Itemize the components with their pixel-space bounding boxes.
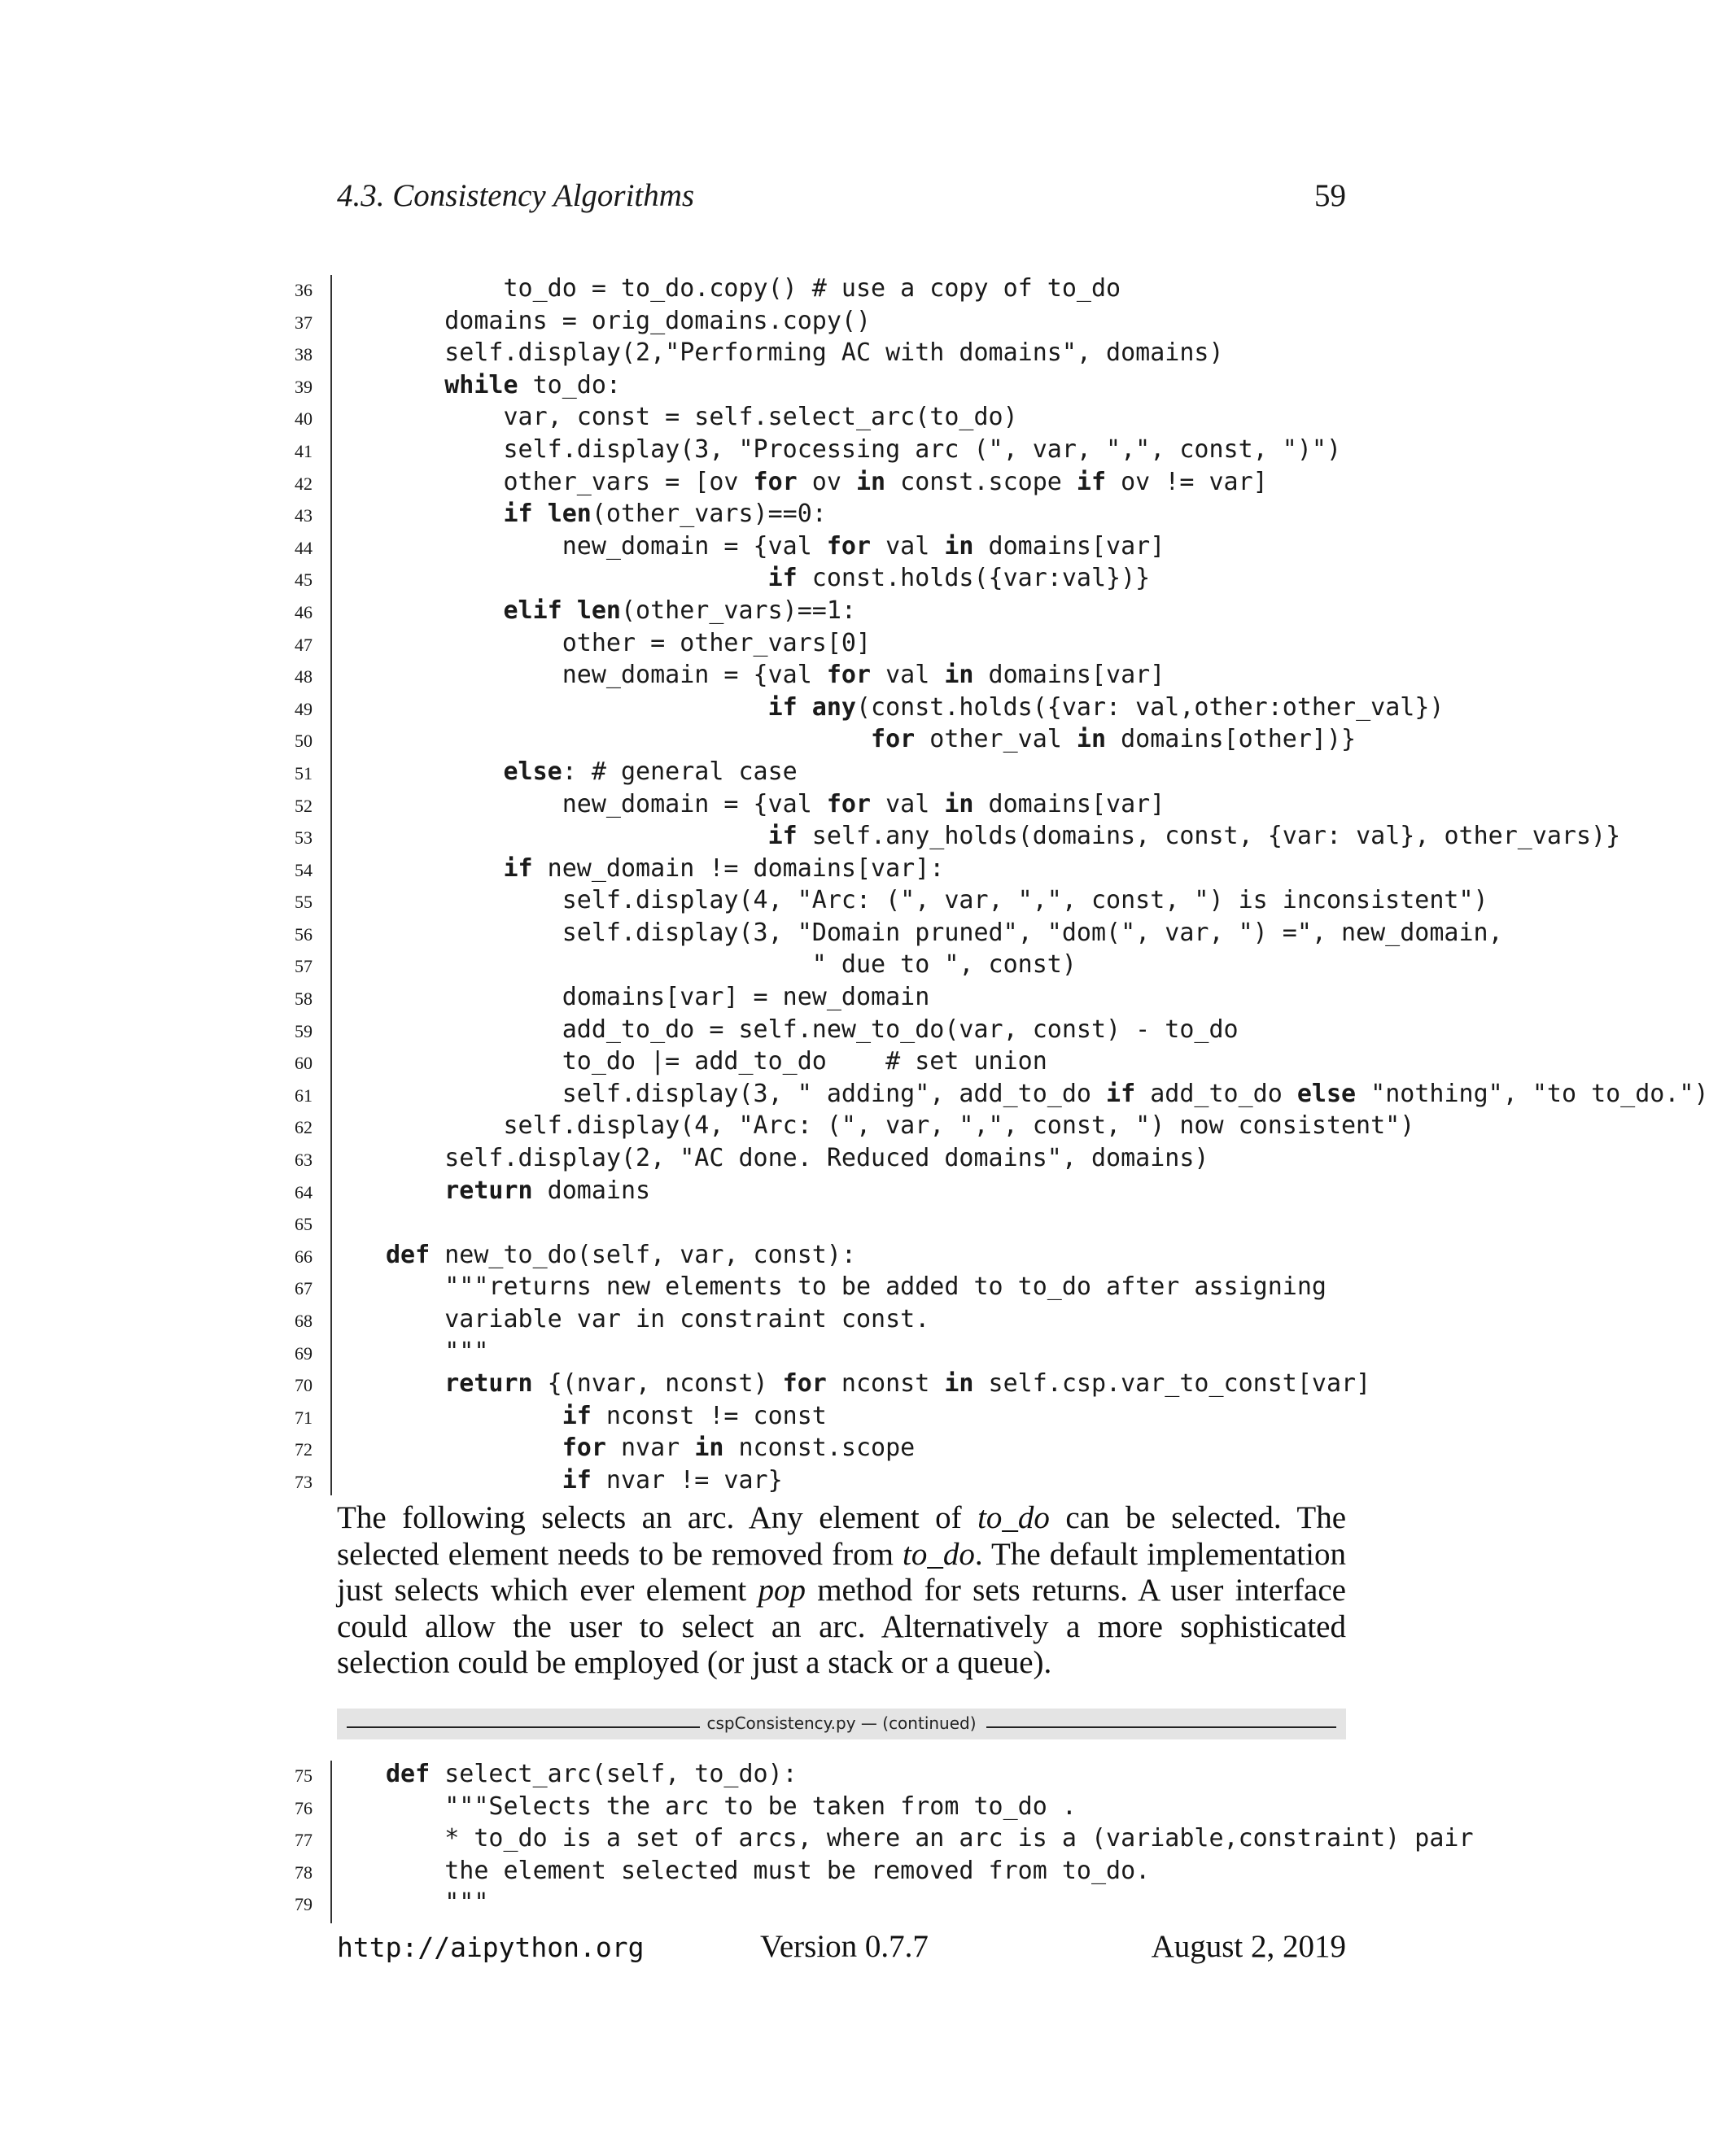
code-line [0,433,1667,465]
code-line [0,561,1667,594]
code-text: if const.holds({var:val})} [767,564,1151,593]
code-line [0,788,1667,820]
line-number: 56 [295,923,313,945]
code-line [0,1109,1667,1141]
code-text: domains = orig_domains.copy() [386,306,872,335]
code-text: " due to ", const) [386,950,1077,980]
code-line [0,916,1667,949]
line-number: 43 [295,505,313,526]
code-text: new_domain = {val for val in domains[var] [386,661,1165,690]
line-number: 71 [295,1407,313,1428]
line-number: 61 [295,1085,313,1106]
code-text: * to_do is a set of arcs, where an arc is a (variable,constraint) pair [386,1824,1474,1853]
code-text: new_domain = {val for val in domains[var] [386,531,1165,561]
code-text: add_to_do = self.new_to_do(var, const) - to_do [386,1015,1239,1044]
code-line [0,400,1667,433]
code-line [0,1464,1667,1496]
code-text: """Selects the arc to be taken from to_do . [386,1792,1077,1821]
code-line [0,1303,1667,1335]
line-number: 65 [295,1214,313,1235]
line-number: 75 [295,1765,313,1786]
code-line [0,658,1667,691]
code-text: if nvar != var} [562,1465,783,1495]
file-label: cspConsistency.py — (continued) [700,1713,982,1733]
code-text: if nconst != const [562,1401,827,1430]
body-paragraph: The following selects an arc. Any element of to_do can be selected. The selected element needs to be removed from to_do. The default implementation just selects which ever element pop method for sets returns. A user interface could allow the user to select an arc. Alternatively a more sophisticated selection could be employed (or just a stack or a queue). [337,1500,1346,1680]
page-footer [337,1928,1346,1969]
code-text: self.display(2, "AC done. Reduced domains", domains) [386,1144,1209,1173]
code-line [0,304,1667,337]
code-text: new_domain = {val for val in domains[var] [386,789,1165,818]
code-listing-arc-consistency [0,272,1709,1496]
line-number: 53 [295,827,313,849]
line-number: 58 [295,989,313,1010]
line-number: 73 [295,1471,313,1492]
line-number: 60 [295,1053,313,1074]
code-line [0,1335,1667,1368]
code-line [0,1431,1667,1464]
code-line [0,1077,1709,1110]
code-text: to_do |= add_to_do # set union [386,1047,1047,1076]
line-number: 52 [295,795,313,816]
code-text: def new_to_do(self, var, const): [386,1240,856,1269]
line-number: 41 [295,440,313,461]
code-text: if any(const.holds({var: val,other:other_val}) [767,692,1445,722]
line-number: 42 [295,473,313,494]
section-title: 4.3. Consistency Algorithms [337,178,695,213]
code-text: self.display(3, "Domain pruned", "dom(", var, ") =", new_domain, [386,918,1503,947]
code-text: """returns new elements to be added to to_do after assigning [386,1272,1327,1302]
code-line [0,1757,1667,1790]
code-text: elif len(other_vars)==1: [503,596,856,625]
code-line [0,819,1667,852]
code-line [0,852,1667,884]
code-line [0,1174,1667,1207]
code-line [0,884,1667,916]
line-number: 76 [295,1797,313,1818]
line-number: 63 [295,1150,313,1171]
code-text: variable var in constraint const. [386,1305,930,1333]
line-number: 45 [295,570,313,591]
line-number: 57 [295,956,313,977]
code-line [0,497,1667,530]
code-line [0,755,1667,788]
code-line [0,1045,1667,1077]
line-number: 49 [295,698,313,719]
line-number: 38 [295,344,313,365]
footer-date: August 2, 2019 [1151,1929,1346,1964]
code-text: def select_arc(self, to_do): [386,1760,798,1788]
code-line [0,980,1667,1013]
footer-url[interactable]: http://aipython.org [337,1931,645,1963]
code-text: if new_domain != domains[var]: [503,853,945,883]
line-number: 64 [295,1181,313,1202]
code-text: self.display(3, " adding", add_to_do if add_to_do else "nothing", "to to_do.") [386,1079,1709,1108]
code-text: other = other_vars[0] [386,628,872,657]
code-text: self.display(4, "Arc: (", var, ",", const, ") is inconsistent") [386,886,1488,915]
line-number: 69 [295,1342,313,1364]
code-line [0,1141,1667,1174]
code-text: var, const = self.select_arc(to_do) [386,403,1018,432]
line-number: 40 [295,408,313,430]
line-number: 55 [295,892,313,913]
code-line [0,530,1667,562]
line-number: 68 [295,1311,313,1331]
line-number: 72 [295,1439,313,1460]
code-text: other_vars = [ov for ov in const.scope if ov != var] [386,467,1268,496]
code-text: else: # general case [503,757,798,786]
running-head [337,177,1346,226]
code-line [0,948,1667,980]
code-line [0,626,1667,659]
line-number: 70 [295,1375,313,1396]
code-text: if len(other_vars)==0: [503,500,827,529]
code-text: for nvar in nconst.scope [562,1434,916,1463]
line-number: 46 [295,601,313,622]
line-number: 77 [295,1830,313,1851]
code-line [0,1238,1667,1271]
line-number: 39 [295,376,313,397]
code-line [0,1854,1667,1887]
code-line [0,1399,1667,1432]
line-number: 50 [295,731,313,752]
code-text: self.display(4, "Arc: (", var, ",", const, ") now consistent") [386,1111,1415,1141]
code-text: the element selected must be removed from to_do. [386,1856,1151,1885]
code-text: to_do = to_do.copy() # use a copy of to_do [386,274,1121,303]
footer-version: Version 0.7.7 [760,1929,929,1964]
code-line [0,1013,1667,1045]
code-text: return {(nvar, nconst) for nconst in self.csp.var_to_const[var] [444,1369,1371,1399]
code-text: self.display(2,"Performing AC with domains", domains) [386,338,1224,368]
code-text: return domains [444,1176,651,1205]
code-line [0,1367,1667,1399]
code-line [0,1270,1667,1303]
code-line [0,1886,1667,1918]
code-text: if self.any_holds(domains, const, {var: val}, other_vars)} [767,822,1621,851]
code-text: while to_do: [444,370,621,399]
line-number: 36 [295,280,313,300]
line-number: 67 [295,1278,313,1299]
code-text: """ [386,1337,489,1366]
code-line [0,336,1667,369]
code-line [0,369,1667,401]
line-number: 37 [295,312,313,333]
code-line [0,1206,1667,1238]
line-number: 59 [295,1020,313,1041]
line-number: 51 [295,762,313,783]
code-line [0,722,1667,755]
code-text: domains[var] = new_domain [386,983,930,1012]
line-number: 44 [295,537,313,558]
code-text: """ [386,1888,489,1918]
code-listing-select-arc [0,1757,1667,1918]
code-line [0,272,1667,304]
line-number: 78 [295,1861,313,1883]
code-text: self.display(3, "Processing arc (", var, ",", const, ")") [386,434,1341,464]
line-number: 66 [295,1246,313,1267]
line-number: 48 [295,666,313,687]
file-banner [337,1709,1346,1739]
code-line [0,594,1667,626]
code-line [0,465,1667,498]
code-line [0,1822,1667,1854]
line-number: 47 [295,634,313,655]
code-line [0,691,1667,723]
code-line [0,1790,1667,1822]
page-number: 59 [1314,178,1346,213]
line-number: 62 [295,1117,313,1138]
line-number: 79 [295,1894,313,1915]
code-text: for other_val in domains[other])} [871,725,1357,754]
line-number: 54 [295,859,313,880]
